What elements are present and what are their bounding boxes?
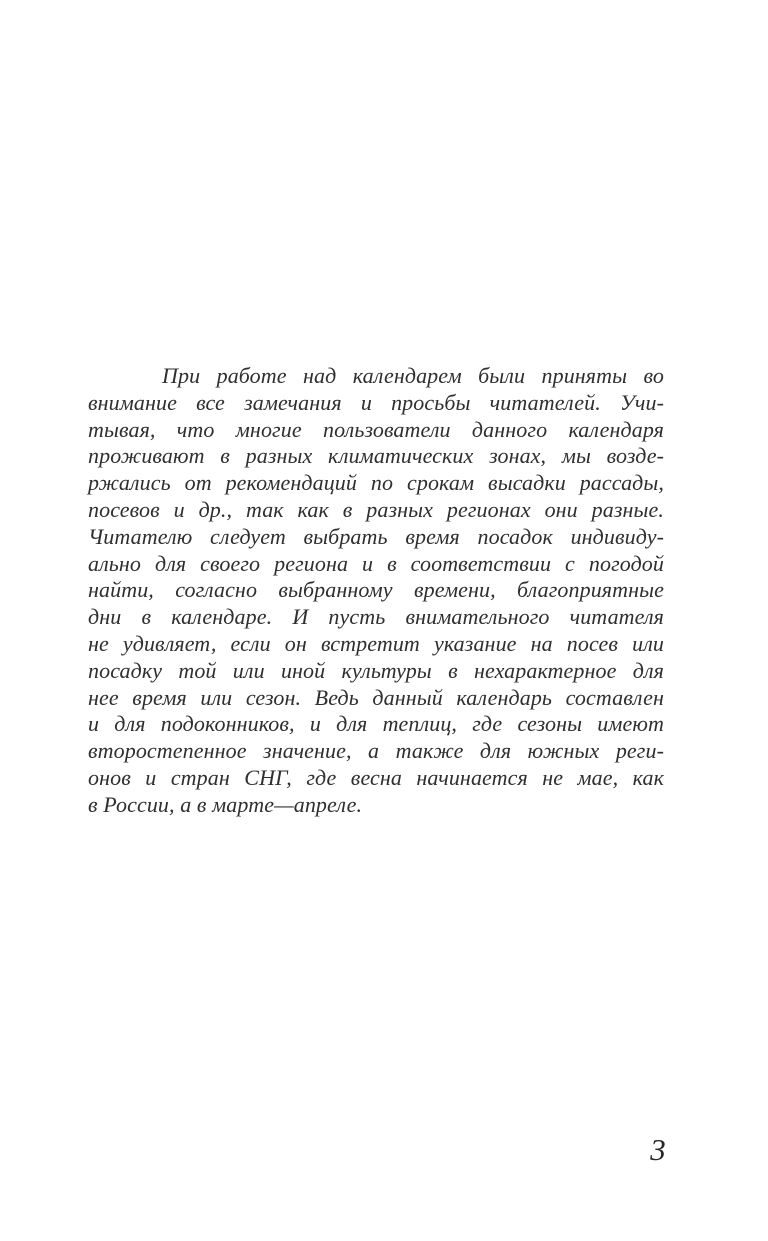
text-line: онов и стран СНГ, где весна начинается не мае, как bbox=[88, 764, 664, 790]
text-line: дни в календаре. И пусть внимательного читателя bbox=[88, 604, 664, 630]
text-line: нее время или сезон. Ведь данный календарь составлен bbox=[88, 684, 664, 710]
text-line: ржались от рекомендаций по срокам высадки рассады, bbox=[88, 470, 664, 496]
text-line: не удивляет, если он встретит указание на посев или bbox=[88, 630, 664, 656]
text-line: второстепенное значение, а также для южных реги- bbox=[88, 738, 664, 764]
body-paragraph bbox=[88, 363, 664, 819]
text-line: При работе над календарем были приняты во bbox=[162, 363, 664, 388]
page-number: 3 bbox=[650, 1132, 666, 1167]
text-line: найти, согласно выбранному времени, благоприятные bbox=[88, 577, 664, 603]
text-line: и для подоконников, и для теплиц, где сезоны имеют bbox=[88, 711, 664, 737]
text-line: проживают в разных климатических зонах, мы возде- bbox=[88, 443, 664, 469]
text-line: Читателю следует выбрать время посадок индивиду- bbox=[88, 523, 664, 549]
text-line: тывая, что многие пользователи данного календаря bbox=[88, 416, 664, 442]
text-line: посадку той или иной культуры в нехарактерное для bbox=[88, 657, 664, 683]
text-line: посевов и др., так как в разных регионах они разные. bbox=[88, 496, 664, 522]
text-line: внимание все замечания и просьбы читателей. Учи- bbox=[88, 389, 664, 415]
text-line: ально для своего региона и в соответствии с погодой bbox=[88, 550, 664, 576]
text-line: в России, а в марте—апреле. bbox=[88, 791, 363, 817]
